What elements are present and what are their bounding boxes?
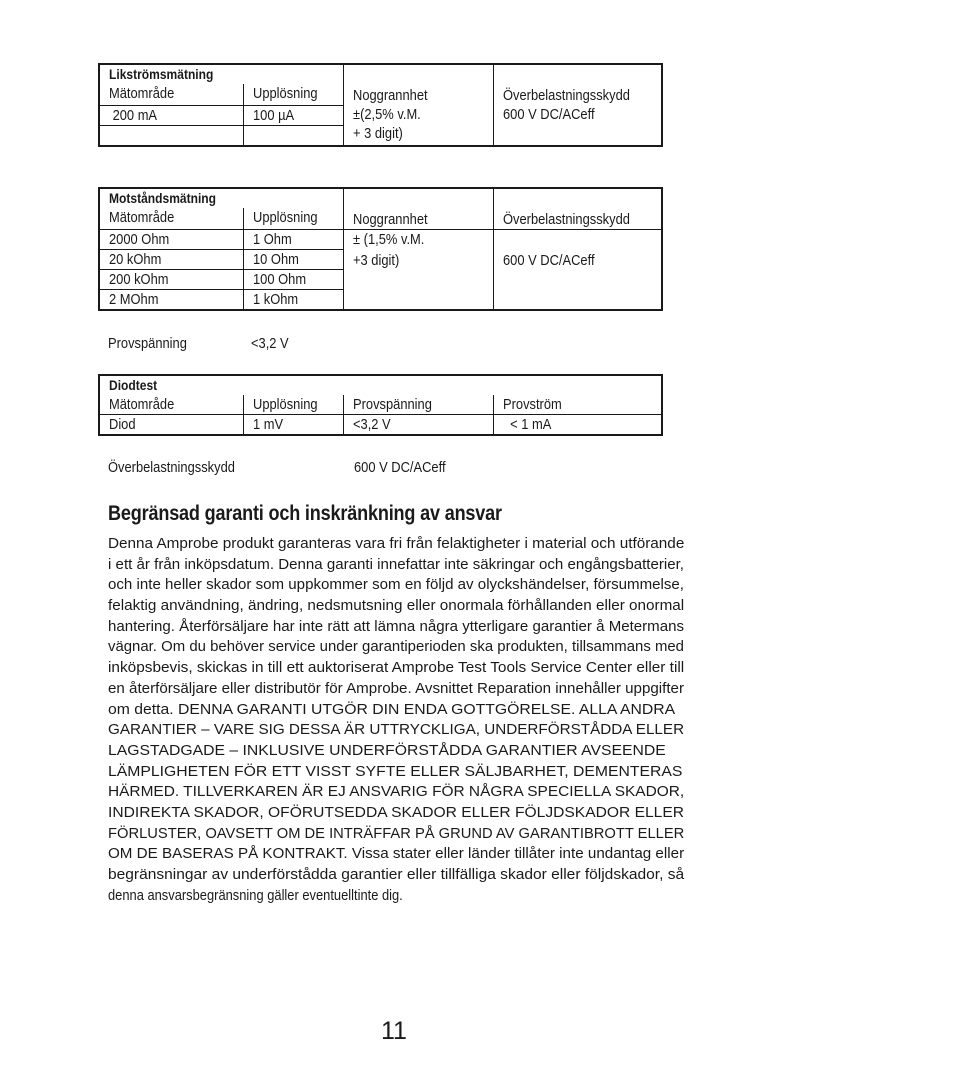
paragraph-line: LAGSTADGADE – INKLUSIVE UNDERFÖRSTÅDDA GARANTIER AVSEENDE bbox=[108, 741, 666, 759]
warranty-heading: Begränsad garanti och inskränkning av ansvar bbox=[108, 502, 502, 525]
cell-resolution: 100 Ohm bbox=[243, 270, 343, 290]
paragraph-line: HÄRMED. TILLVERKAREN ÄR EJ ANSVARIG FÖR NÅGRA SPECIELLA SKADOR, bbox=[108, 783, 685, 801]
accuracy-line-1: ± (1,5% v.M. bbox=[352, 231, 424, 248]
header-test-voltage: Provspänning bbox=[343, 395, 493, 415]
cell-accuracy bbox=[343, 230, 493, 311]
cell-range: 200 mA bbox=[99, 105, 243, 125]
header-protection: Överbelastningsskydd bbox=[493, 208, 662, 230]
paragraph-line: felaktig användning, ändring, nedsmutsning eller onormala förhållanden eller onormal bbox=[108, 597, 685, 615]
cell-range: 20 kOhm bbox=[99, 250, 243, 270]
paragraph-line: INDIREKTA SKADOR, OFÖRUTSEDDA SKADOR ELLER FÖLJDSKADOR ELLER bbox=[108, 803, 685, 821]
paragraph-line: hantering. Återförsäljare har inte rätt att lämna några ytterligare garantier å Metermans bbox=[108, 617, 684, 635]
paragraph-line: FÖRLUSTER, OAVSETT OM DE INTRÄFFAR PÅ GRUND AV GARANTIBROTT ELLER bbox=[108, 824, 685, 842]
dc-current-spec-table bbox=[98, 63, 663, 147]
cell-range: 2000 Ohm bbox=[99, 230, 243, 250]
accuracy-line-2: +3 digit) bbox=[352, 252, 399, 269]
table-title: Likströmsmätning bbox=[99, 64, 343, 84]
cell-empty bbox=[243, 125, 343, 146]
header-resolution: Upplösning bbox=[243, 84, 343, 105]
paragraph-line: Denna Amprobe produkt garanteras vara fri från felaktigheter i material och utförande bbox=[108, 535, 685, 552]
header-accuracy: Noggrannhet bbox=[343, 84, 493, 105]
cell-resolution: 1 mV bbox=[243, 415, 343, 436]
cell-protection bbox=[493, 230, 662, 311]
cell-resolution: 10 Ohm bbox=[243, 250, 343, 270]
paragraph-line: inköpsbevis, skickas in till ett auktoriserat Amprobe Test Tools Service Center eller till bbox=[108, 659, 685, 677]
page-number: 11 bbox=[381, 1017, 407, 1045]
cell-test-voltage: <3,2 V bbox=[343, 415, 493, 436]
paragraph-line: begränsningar av underförstådda garantier eller tillfälliga skador eller följdskador, så bbox=[108, 866, 685, 883]
test-voltage-value: <3,2 V bbox=[251, 335, 289, 352]
paragraph-line: en återförsäljare eller distributör för Amprobe. Avsnittet Reparation innehåller uppgifter bbox=[108, 679, 684, 697]
paragraph-line: om detta. DENNA GARANTI UTGÖR DIN ENDA GOTTGÖRELSE. ALLA ANDRA bbox=[108, 700, 676, 718]
paragraph-line: LÄMPLIGHETEN FÖR ETT VISST SYFTE ELLER SÄLJBARHET, DEMENTERAS bbox=[108, 762, 683, 780]
overload-value: 600 V DC/ACeff bbox=[354, 459, 446, 476]
paragraph-line: GARANTIER – VARE SIG DESSA ÄR UTTRYCKLIGA, UNDERFÖRSTÅDDA ELLER bbox=[108, 721, 685, 739]
paragraph-line: vägnar. Om du behöver service under garantiperioden ska produkten, tillsammans med bbox=[108, 638, 684, 656]
cell-resolution: 1 kOhm bbox=[243, 290, 343, 311]
header-accuracy: Noggrannhet bbox=[343, 208, 493, 230]
paragraph-line: OM DE BASERAS PÅ KONTRAKT. Vissa stater eller länder tillåter inte undantag eller bbox=[108, 845, 685, 863]
protection-value: 600 V DC/ACeff bbox=[502, 252, 595, 269]
warranty-paragraph bbox=[108, 534, 684, 906]
table-title: Diodtest bbox=[99, 375, 662, 395]
cell-resolution: 100 µA bbox=[243, 105, 343, 125]
header-range: Mätområde bbox=[99, 84, 243, 105]
header-resolution: Upplösning bbox=[243, 208, 343, 230]
cell-protection: 600 V DC/ACeff bbox=[493, 105, 662, 146]
cell-accuracy bbox=[343, 105, 493, 146]
cell-test-current: < 1 mA bbox=[493, 415, 662, 436]
cell-range: 2 MOhm bbox=[99, 290, 243, 311]
overload-label: Överbelastningsskydd bbox=[108, 459, 235, 476]
cell-resolution: 1 Ohm bbox=[243, 230, 343, 250]
table-title: Motståndsmätning bbox=[99, 188, 343, 208]
accuracy-line-2: + 3 digit) bbox=[352, 125, 403, 142]
paragraph-line: i ett år från inköpsdatum. Denna garanti innefattar inte säkringar och engångsbatterier, bbox=[108, 555, 684, 573]
header-resolution: Upplösning bbox=[243, 395, 343, 415]
header-test-current: Provström bbox=[493, 395, 662, 415]
cell-empty bbox=[99, 125, 243, 146]
cell-range: Diod bbox=[99, 415, 243, 436]
paragraph-line: och inte heller skador som uppkommer som en följd av olyckshändelser, försummelse, bbox=[108, 576, 684, 594]
paragraph-line: denna ansvarsbegränsning gäller eventuelltinte dig. bbox=[108, 886, 403, 904]
header-range: Mätområde bbox=[99, 208, 243, 230]
diode-test-spec-table bbox=[98, 374, 663, 436]
test-voltage-label: Provspänning bbox=[108, 335, 187, 352]
header-protection: Överbelastningsskydd bbox=[493, 84, 662, 105]
resistance-spec-table bbox=[98, 187, 663, 311]
header-range: Mätområde bbox=[99, 395, 243, 415]
accuracy-line-1: ±(2,5% v.M. bbox=[352, 106, 421, 123]
cell-range: 200 kOhm bbox=[99, 270, 243, 290]
